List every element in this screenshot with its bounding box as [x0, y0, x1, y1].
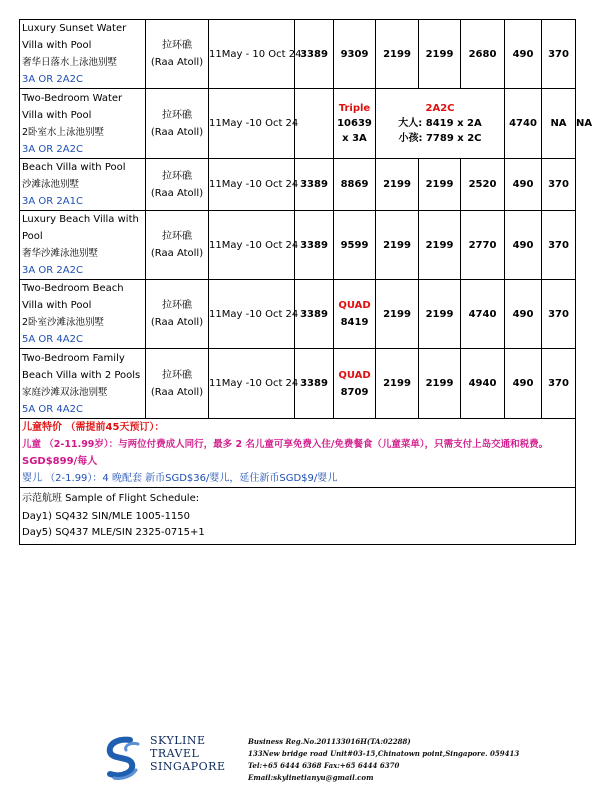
date-cell: 11May -10 Oct 24	[209, 349, 295, 419]
rate-cell: 4940	[461, 349, 505, 419]
email: Email:skylinetianyu@gmail.com	[248, 773, 374, 782]
room-name-cell	[20, 159, 146, 211]
rate-cell: 490	[505, 159, 542, 211]
rate-cell: 3389	[295, 349, 334, 419]
rates-table	[19, 19, 592, 545]
room-name-en: Beach Villa with Pool	[22, 162, 126, 173]
brand-name: SKYLINE TRAVEL SINGAPORE	[150, 734, 226, 773]
rate-cell: 490	[505, 280, 542, 349]
rate-cell: 370	[542, 20, 576, 89]
flight-day1: Day1) SQ432 SIN/MLE 1005-1150	[22, 511, 191, 522]
rate-cell: 2199	[376, 20, 419, 89]
table-row	[20, 349, 576, 419]
rate-cell: NA	[542, 89, 576, 159]
adult-rate: 大人: 8419 x 2A	[398, 118, 482, 129]
rate-cell: 2770	[461, 211, 505, 280]
room-name-cell	[20, 211, 146, 280]
table-row	[20, 159, 576, 211]
rate-cell: 2680	[461, 20, 505, 89]
address: 133New bridge road Unit#03-15,Chinatown point,Singapore. 059413	[248, 749, 520, 758]
room-name-cn: 2卧室沙滩泳池别墅	[22, 317, 105, 328]
rate-cell: 2199	[376, 211, 419, 280]
family-rate-cell	[376, 89, 505, 159]
quad-label: QUAD	[338, 300, 371, 311]
rate-cell: 2199	[419, 211, 461, 280]
date-cell: 11May -10 Oct 24	[209, 159, 295, 211]
rate-cell: 2199	[376, 280, 419, 349]
child-price: SGD$899/每人	[22, 456, 98, 467]
flight-title: 示范航班 Sample of Flight Schedule:	[22, 493, 200, 504]
rate-cell: 2199	[419, 349, 461, 419]
table-row	[20, 211, 576, 280]
rate-cell: 3389	[295, 20, 334, 89]
table-row: Two-Bedroom Water Villa with Pool 2卧室水上泳池别墅 3A OR 2A2C 拉环礁 (Raa Atoll) 11May -10 Oct 24 Triple 10639 x 3A 2A2C 大人: 8419 x 2A 小孩: 7789 x 2C 4740 NA NA	[20, 89, 576, 159]
rate-cell: 370	[542, 349, 576, 419]
rate-cell: 3389	[295, 280, 334, 349]
room-name-cell	[20, 20, 146, 89]
occupancy: 3A OR 2A2C	[22, 74, 83, 85]
room-name-cn: 2卧室水上泳池别墅	[22, 126, 105, 138]
rate-cell: 370	[542, 280, 576, 349]
triple-value: 10639 x 3A	[337, 118, 372, 144]
footer	[100, 732, 580, 787]
room-name-cn: 奢华沙滩泳池别墅	[22, 248, 99, 259]
occupancy: 5A OR 4A2C	[22, 334, 83, 345]
occupancy: 3A OR 2A1C	[22, 196, 83, 207]
location-cell: 拉环礁 (Raa Atoll)	[146, 349, 209, 419]
triple-label: Triple	[338, 103, 371, 114]
location-cell: 拉环礁 (Raa Atoll)	[146, 280, 209, 349]
quad-rate-cell	[334, 349, 376, 419]
quad-value: 8419	[340, 317, 369, 328]
rate-cell: 2520	[461, 159, 505, 211]
quad-value: 8709	[340, 386, 369, 398]
room-name-en: Two-Bedroom Water Villa with Pool	[22, 92, 123, 121]
location-cell: 拉环礁 (Raa Atoll)	[146, 20, 209, 89]
date-cell: 11May -10 Oct 24	[209, 89, 295, 159]
date-cell: 11May - 10 Oct 24	[209, 20, 295, 89]
room-name-cn: 沙滩泳池别墅	[22, 179, 80, 190]
flights-row	[20, 488, 576, 545]
room-name-en: Luxury Sunset Water Villa with Pool	[22, 23, 127, 51]
rate-cell: 2199	[376, 349, 419, 419]
occupancy: 5A OR 4A2C	[22, 403, 83, 415]
rate-cell: 490	[505, 20, 542, 89]
rate-cell: 490	[505, 211, 542, 280]
room-name-en: Two-Bedroom Beach Villa with Pool	[22, 283, 124, 311]
quad-label: QUAD	[338, 369, 371, 381]
rate-cell: 9309	[334, 20, 376, 89]
date-cell: 11May -10 Oct 24	[209, 280, 295, 349]
rate-cell: 2199	[376, 159, 419, 211]
rate-cell: 2199	[419, 280, 461, 349]
rate-cell: 490	[505, 349, 542, 419]
rate-cell: 370	[542, 211, 576, 280]
room-name-cell	[20, 349, 146, 419]
triple-rate-cell	[334, 89, 376, 159]
rate-cell: 3389	[295, 159, 334, 211]
location-cell: 拉环礁 (Raa Atoll)	[146, 89, 209, 159]
infant-text: 婴儿 （2-1.99）：4 晚配套 新币SGD$36/婴儿，延住新币SGD$9/婴儿	[22, 473, 338, 484]
child-offer-text: 儿童 （2-11.99岁）：与两位付费成人同行，最多 2 名儿童可享免费入住/免费餐食（儿童菜单），只需支付上岛交通和税费。	[22, 439, 549, 450]
room-name-cn: 奢华日落水上泳池别墅	[22, 57, 118, 68]
child-offer-notes	[20, 419, 576, 488]
rate-cell: 4740	[505, 89, 542, 159]
table-row	[20, 20, 576, 89]
tel-fax: Tel:+65 6444 6368 Fax:+65 6444 6370	[248, 761, 400, 770]
location-cell: 拉环礁 (Raa Atoll)	[146, 211, 209, 280]
rate-cell: 4740	[461, 280, 505, 349]
occupancy: 3A OR 2A2C	[22, 143, 83, 155]
room-name-cn: 家庭沙滩双泳池别墅	[22, 386, 108, 398]
rate-cell: 8869	[334, 159, 376, 211]
child-rate: 小孩: 7789 x 2C	[398, 133, 482, 144]
notes-row	[20, 419, 576, 488]
flight-schedule	[20, 488, 576, 545]
room-name-en: Two-Bedroom Family Beach Villa with 2 Pools	[22, 352, 141, 381]
room-name-cell	[20, 89, 146, 159]
skyline-logo	[100, 734, 148, 782]
occupancy: 3A OR 2A2C	[22, 265, 83, 276]
room-name-en: Luxury Beach Villa with Pool	[22, 214, 139, 242]
quad-rate-cell	[334, 280, 376, 349]
rate-cell: 2199	[419, 159, 461, 211]
business-reg: Business Reg.No.201133016H(TA:02288)	[248, 737, 411, 746]
rate-cell: 9599	[334, 211, 376, 280]
room-name-cell	[20, 280, 146, 349]
contact-info	[248, 736, 519, 784]
table-row	[20, 280, 576, 349]
rate-cell: 370	[542, 159, 576, 211]
child-offer-title: 儿童特价 （需提前45天预订）：	[22, 422, 165, 433]
location-cell: 拉环礁 (Raa Atoll)	[146, 159, 209, 211]
family-label: 2A2C	[425, 103, 455, 114]
date-cell: 11May -10 Oct 24	[209, 211, 295, 280]
flight-day5: Day5) SQ437 MLE/SIN 2325-0715+1	[22, 527, 205, 538]
rate-cell	[295, 89, 334, 159]
rate-cell: 2199	[419, 20, 461, 89]
rate-cell: 3389	[295, 211, 334, 280]
